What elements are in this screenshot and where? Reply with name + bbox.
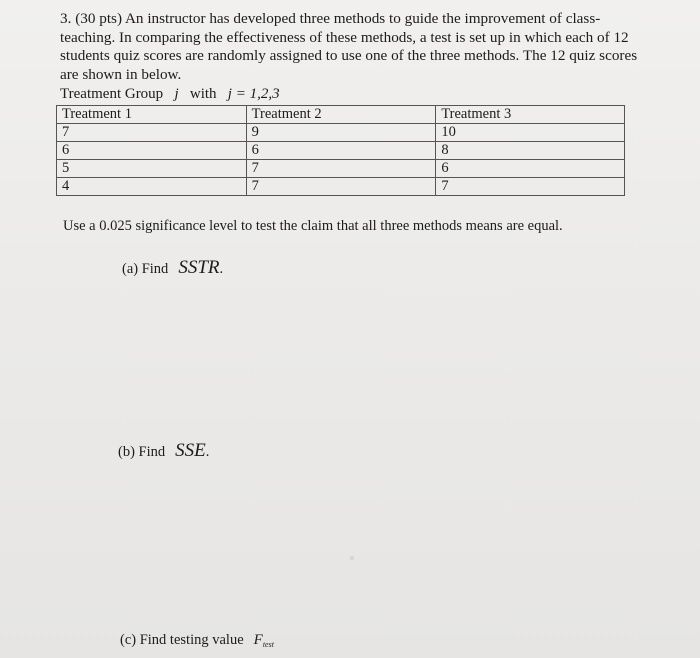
- paper-speck: [350, 556, 354, 560]
- table-cell: 4: [57, 178, 247, 196]
- part-c-label: (c) Find testing value: [120, 632, 244, 648]
- header-treatment-3: Treatment 3: [436, 106, 625, 124]
- table-cell: 5: [57, 160, 247, 178]
- treatment-group-label: Treatment Group: [60, 86, 164, 102]
- table-cell: 8: [436, 142, 625, 160]
- with-word: with: [189, 86, 217, 102]
- part-c: [120, 632, 274, 649]
- table-row: [57, 124, 625, 142]
- part-b-symbol: SSE: [175, 440, 206, 461]
- table-cell: 7: [57, 124, 247, 142]
- part-a-end: .: [219, 261, 224, 277]
- part-b: [118, 440, 209, 462]
- table-row: [57, 178, 625, 196]
- problem-statement: 3. (30 pts) An instructor has developed three methods to guide the improvement of class-teaching. In comparing the effectiveness of these methods, a test is set up in which each of 12 students quiz scores are randomly assigned to use one of the three methods. The 12 quiz scores are shown in below.: [60, 10, 638, 83]
- table-cell: 7: [246, 160, 436, 178]
- part-b-end: .: [205, 444, 210, 460]
- part-a-symbol: SSTR: [178, 257, 220, 278]
- treatment-group-heading: [60, 85, 280, 103]
- table-cell: 10: [436, 124, 625, 142]
- table-cell: 7: [436, 178, 625, 196]
- table-row: [57, 142, 625, 160]
- part-c-subscript: test: [262, 640, 274, 649]
- table-cell: 6: [246, 142, 436, 160]
- part-a: [122, 257, 223, 279]
- index-variable: j: [174, 86, 179, 102]
- header-treatment-1: Treatment 1: [57, 106, 247, 124]
- table-cell: 6: [57, 142, 247, 160]
- quiz-scores-table: [56, 105, 625, 196]
- table-cell: 7: [246, 178, 436, 196]
- table-header-row: [57, 106, 625, 124]
- part-c-symbol: F: [253, 632, 263, 648]
- table-cell: 9: [246, 124, 436, 142]
- part-a-label: (a) Find: [122, 261, 169, 277]
- header-treatment-2: Treatment 2: [246, 106, 436, 124]
- part-b-label: (b) Find: [118, 444, 166, 460]
- index-range: j = 1,2,3: [227, 86, 280, 102]
- instruction-text: Use a 0.025 significance level to test the claim that all three methods means are equal.: [63, 218, 563, 234]
- table-cell: 6: [436, 160, 625, 178]
- table-row: [57, 160, 625, 178]
